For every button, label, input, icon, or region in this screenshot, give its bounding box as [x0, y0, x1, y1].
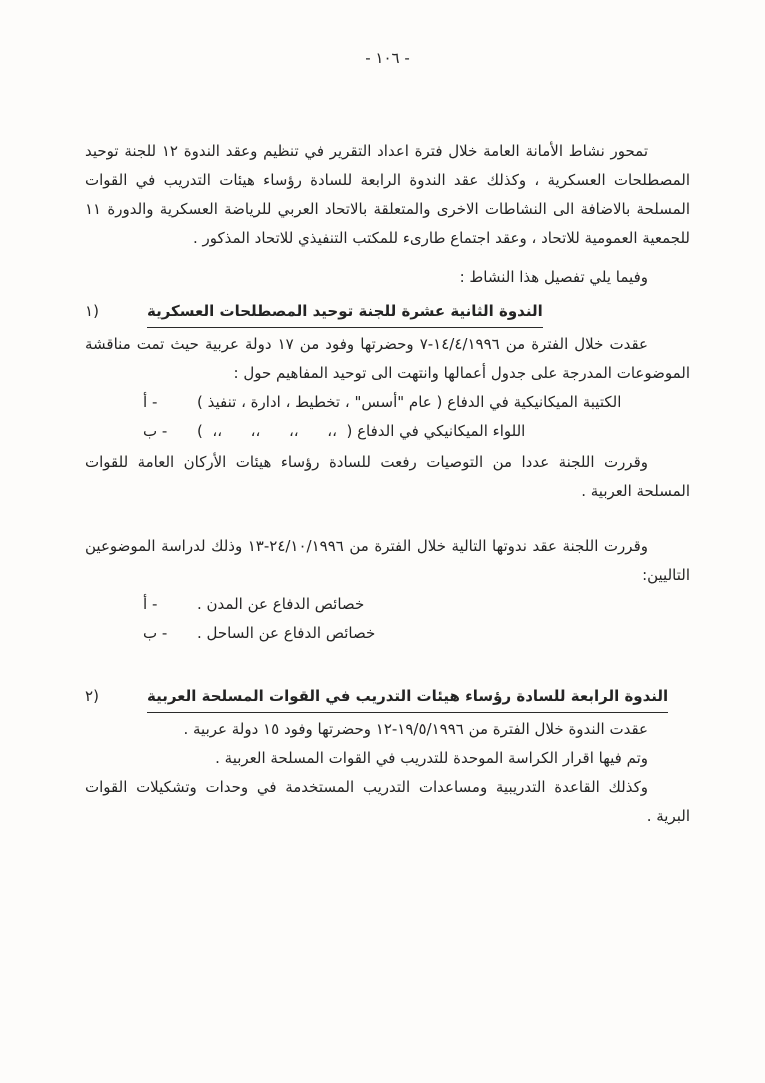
section-2-heading-row — [85, 682, 690, 713]
section-1-title: الندوة الثانية عشرة للجنة توحيد المصطلحات العسكرية — [147, 297, 543, 328]
intro-paragraph: تمحور نشاط الأمانة العامة خلال فترة اعداد التقرير في تنظيم وعقد الندوة ١٢ للجنة توحيد المصطلحات العسكرية ، وكذلك عقد الندوة الرابعة للسادة رؤساء هيئات التدريب في القوات المسلحة بالاضافة الى النشاطات الاخرى والمتعلقة بالاتحاد العربي للرياضة العسكرية والدورة ١١ للجمعية العمومية للاتحاد ، وعقد اجتماع طارىء للمكتب التنفيذي للاتحاد المذكور . — [85, 142, 690, 247]
page-number: - ١٠٦ - — [365, 49, 410, 67]
section-2-title: الندوة الرابعة للسادة رؤساء هيئات التدريب في القوات المسلحة العربية — [147, 682, 668, 713]
sub-item-a-marker: أ - — [143, 595, 158, 613]
sub-item-b-marker: ب - — [143, 624, 168, 642]
item-a-marker: أ - — [143, 393, 158, 411]
section-1-number: ١) — [85, 302, 99, 320]
item-b-marker: ب - — [143, 422, 168, 440]
sub-item-b-text: خصائص الدفاع عن الساحل . — [197, 624, 376, 642]
section-2-number: ٢) — [85, 687, 99, 705]
item-b-text: اللواء الميكانيكي في الدفاع ( ،، ،، ،، ،، ) — [197, 422, 526, 440]
section-1-opening-paragraph: عقدت خلال الفترة من ‭٧-١٤/٤/١٩٩٦‬ وحضرتها وفود من ١٧ دولة عربية حيث تمت مناقشة الموضوعات المدرجة على جدول أعمالها وانتهت الى توحيد المفاهيم حول : — [85, 335, 690, 382]
section-2-training-base-paragraph: وكذلك القاعدة التدريبية ومساعدات التدريب المستخدمة في وحدات وتشكيلات القوات البرية . — [85, 778, 690, 825]
section-2-opening-paragraph: عقدت الندوة خلال الفترة من ‭١٢-١٩/٥/١٩٩٦‬ وحضرتها وفود ١٥ دولة عربية . — [183, 720, 648, 738]
sub-list-item-a — [85, 590, 690, 619]
list-item-b — [85, 417, 690, 446]
section-2-booklet-paragraph: وتم فيها اقرار الكراسة الموحدة للتدريب في القوات المسلحة العربية . — [215, 749, 648, 767]
list-item-a — [85, 388, 690, 417]
lead-in-line: وفيما يلي تفصيل هذا النشاط : — [459, 268, 648, 286]
sub-item-a-text: خصائص الدفاع عن المدن . — [197, 595, 365, 613]
item-a-text: الكتيبة الميكانيكية في الدفاع ( عام "أسس" ، تخطيط ، ادارة ، تنفيذ ) — [197, 393, 622, 411]
section-1-heading-row — [85, 297, 690, 328]
sub-list-item-b — [85, 619, 690, 648]
section-1-recommendations-paragraph: وقررت اللجنة عددا من التوصيات رفعت للسادة رؤساء هيئات الأركان العامة للقوات المسلحة العربية . — [85, 453, 690, 500]
section-1-next-seminar-paragraph: وقررت اللجنة عقد ندوتها التالية خلال الفترة من ‭١٣-٢٤/١٠/١٩٩٦‬ وذلك لدراسة الموضوعين التاليين: — [85, 537, 690, 584]
